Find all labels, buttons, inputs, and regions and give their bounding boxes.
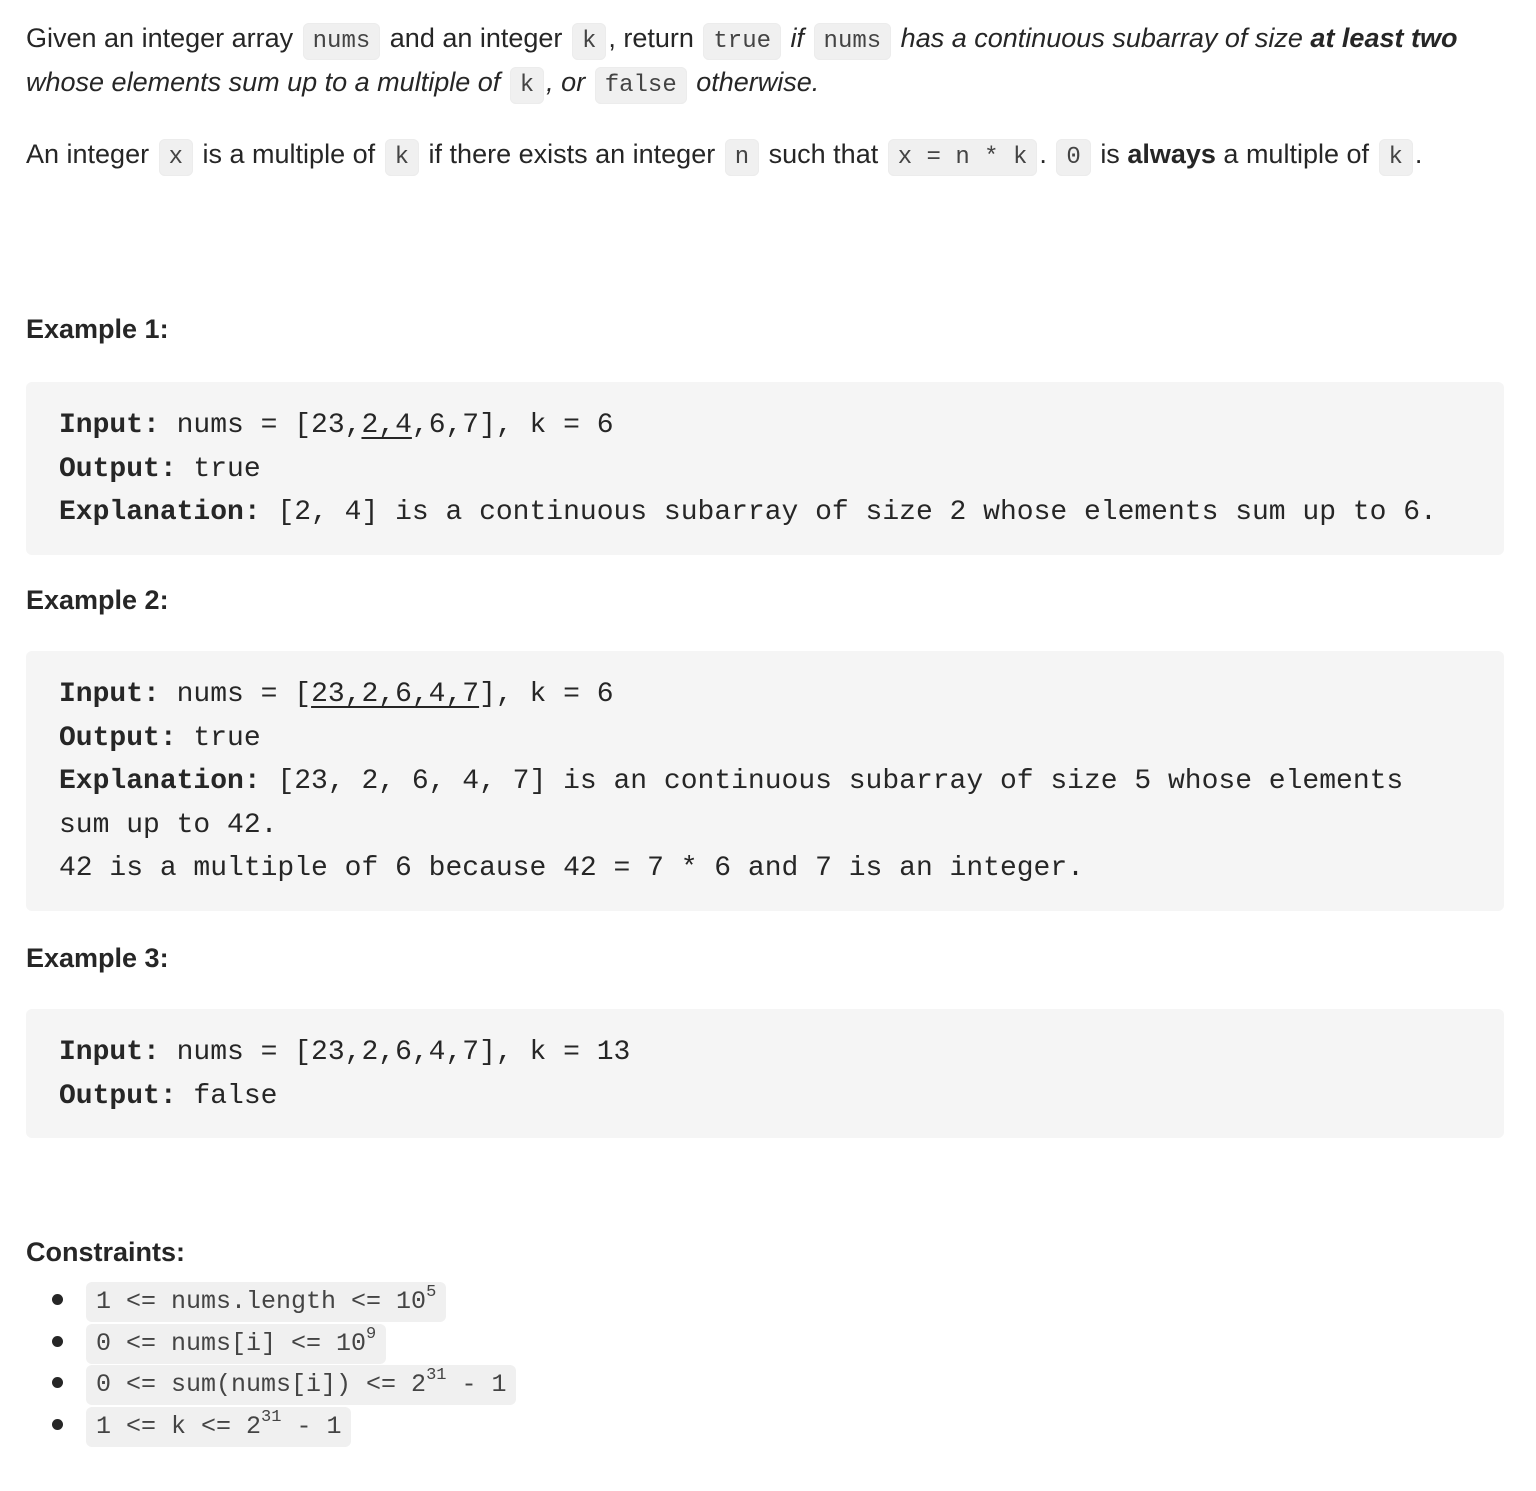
inline-code-x: x	[159, 139, 193, 176]
text-segment: is	[1100, 139, 1120, 169]
example-2-box	[26, 651, 1504, 911]
input-value: nums = [23,2,6,4,7], k = 13	[159, 1037, 631, 1068]
output-value: true	[176, 722, 261, 754]
constraint-text: 0 <= sum(nums[i]) <= 2	[96, 1370, 427, 1399]
bold-always: always	[1127, 139, 1216, 169]
example-output-line	[59, 448, 1471, 492]
text-segment: An integer	[26, 139, 150, 169]
inline-code-k: k	[385, 139, 419, 176]
text-segment-italic: has a continuous subarray of size	[900, 23, 1303, 53]
example-1-title: Example 1:	[26, 314, 169, 344]
text-segment: a multiple of	[1223, 139, 1369, 169]
input-label: Input:	[59, 1037, 160, 1068]
inline-code-false: false	[595, 67, 687, 104]
input-value: nums = [	[159, 679, 312, 710]
constraint-code	[86, 1282, 446, 1322]
example-output-line	[59, 717, 1471, 761]
constraint-exponent: 5	[426, 1283, 437, 1302]
constraint-text: 0 <= nums[i] <= 10	[96, 1328, 367, 1358]
example-input-line	[59, 1031, 1471, 1075]
example-output-line	[59, 1075, 1471, 1119]
text-segment-italic: otherwise.	[696, 67, 820, 97]
text-segment: if there exists an integer	[428, 139, 716, 169]
input-value-underlined: 2,4	[361, 410, 412, 441]
example-input-line	[59, 404, 1471, 448]
bold-at-least: at least	[1310, 23, 1404, 53]
inline-code-equation: x = n * k	[888, 139, 1038, 176]
output-value: true	[176, 453, 261, 485]
bullet-icon	[52, 1377, 63, 1388]
text-segment: is a multiple of	[202, 139, 376, 169]
explanation-text: [23, 2, 6, 4, 7] is an continuous subarray of size 5 whose elements	[260, 766, 1404, 797]
text-segment: and an integer	[389, 23, 563, 53]
inline-code-true: true	[703, 23, 781, 60]
constraint-text: - 1	[281, 1411, 342, 1441]
inline-code-nums: nums	[814, 23, 892, 60]
example-3-title: Example 3:	[26, 943, 169, 973]
input-value: ,6,7], k = 6	[411, 410, 614, 441]
text-segment: .	[1414, 139, 1423, 169]
text-segment-italic: whose elements sum up to a multiple of	[26, 67, 501, 97]
inline-code-n: n	[725, 139, 759, 176]
output-label: Output:	[59, 1080, 177, 1112]
input-label: Input:	[59, 410, 160, 441]
input-label: Input:	[59, 679, 160, 710]
inline-code-k: k	[1379, 139, 1413, 176]
text-segment: Given an integer array	[26, 23, 294, 53]
explanation-label: Explanation:	[59, 766, 261, 797]
constraint-code	[86, 1365, 516, 1405]
description-paragraph-2	[26, 134, 1506, 178]
text-segment-italic: if	[790, 23, 805, 53]
example-explanation-line	[59, 491, 1471, 535]
constraint-code	[86, 1324, 386, 1364]
text-segment-italic: , or	[546, 67, 586, 97]
constraint-exponent: 31	[261, 1407, 282, 1427]
bold-two: two	[1411, 23, 1458, 53]
bullet-icon	[52, 1336, 63, 1347]
constraint-exponent: 31	[426, 1366, 447, 1385]
input-value: nums = [23,	[159, 410, 362, 441]
output-label: Output:	[59, 722, 177, 754]
example-explanation-line	[59, 760, 1471, 804]
constraints-title: Constraints:	[26, 1237, 186, 1267]
inline-code-zero: 0	[1056, 139, 1090, 176]
inline-code-nums: nums	[303, 23, 381, 60]
constraint-code	[86, 1407, 351, 1447]
inline-code-k: k	[510, 67, 544, 104]
output-label: Output:	[59, 453, 177, 485]
constraint-text: 1 <= nums.length <= 10	[96, 1287, 427, 1316]
inline-code-k: k	[572, 23, 606, 60]
example-input-line	[59, 673, 1471, 717]
explanation-label: Explanation:	[59, 497, 261, 528]
input-value: ], k = 6	[479, 679, 614, 710]
example-explanation-line: sum up to 42.	[59, 809, 278, 841]
constraint-text: 1 <= k <= 2	[96, 1411, 262, 1441]
constraint-exponent: 9	[366, 1324, 377, 1344]
constraint-text: - 1	[446, 1370, 507, 1399]
example-2-title: Example 2:	[26, 585, 169, 615]
problem-description	[26, 18, 1506, 1267]
text-segment: such that	[768, 139, 879, 169]
bullet-icon	[52, 1419, 63, 1430]
explanation-text: [2, 4] is a continuous subarray of size 2 whose elements sum up to 6.	[260, 497, 1437, 528]
text-segment: .	[1039, 139, 1047, 169]
description-paragraph-1	[26, 18, 1506, 106]
input-value-underlined: 23,2,6,4,7	[311, 679, 480, 710]
example-3-box	[26, 1009, 1504, 1138]
example-1-box	[26, 382, 1504, 555]
bullet-icon	[52, 1294, 63, 1305]
example-explanation-line: 42 is a multiple of 6 because 42 = 7 * 6 and 7 is an integer.	[59, 853, 1084, 884]
text-segment: , return	[608, 23, 694, 53]
output-value: false	[176, 1080, 278, 1112]
